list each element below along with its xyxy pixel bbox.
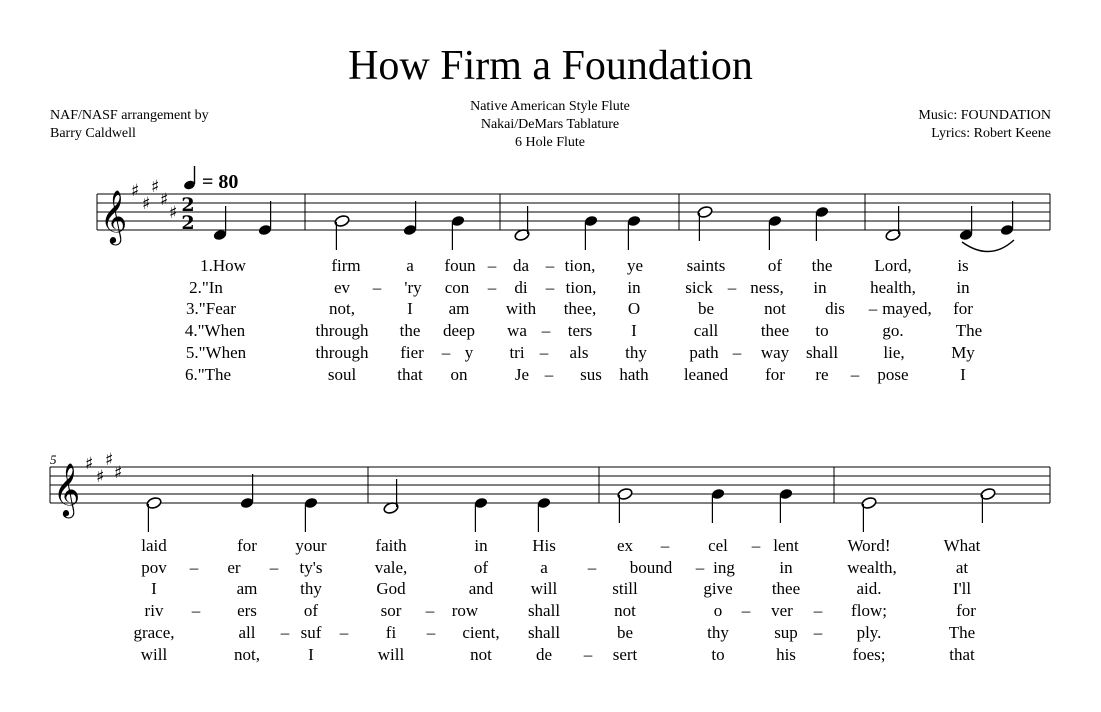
quarter-note (537, 497, 551, 509)
svg-text:♯: ♯ (169, 203, 178, 223)
lyric-syllable: in (474, 536, 488, 555)
lyric-syllable: foun (444, 256, 476, 275)
quarter-note (474, 497, 488, 509)
arranger-line-1: NAF/NASF arrangement by (50, 108, 209, 123)
lyric-syllable: in (627, 277, 641, 297)
lyric-syllable: saints (686, 256, 726, 275)
lyric-syllable: give (703, 579, 733, 599)
lyric-syllable: am (236, 579, 258, 599)
lyric-syllable: tri (509, 342, 525, 362)
lyric-syllable: leaned (683, 364, 729, 384)
key-signature (85, 450, 122, 487)
lyric-syllable: 6."The (184, 364, 232, 384)
lyric-syllable: Word! (847, 536, 891, 555)
lyric-syllable: tion, (564, 256, 596, 275)
svg-text:♯: ♯ (131, 181, 140, 201)
lyric-syllable: ev (333, 277, 351, 297)
lyric-syllable: wa (507, 321, 527, 341)
lyric-syllable: of (303, 601, 319, 621)
lyric-syllable: go. (882, 321, 904, 341)
lyric-hyphen: – (191, 601, 201, 621)
lyric-syllable: sick (685, 277, 713, 297)
lyric-syllable: o (713, 601, 723, 621)
lyric-syllable: My (951, 342, 975, 362)
lyric-syllable: of (473, 557, 489, 577)
lyric-syllable: thy (625, 342, 647, 362)
lyric-syllable: fi (385, 622, 397, 642)
lyric-syllable: tion, (565, 277, 597, 297)
lyric-syllable: ness, (750, 277, 784, 297)
music-credit: Music: FOUNDATION (918, 108, 1051, 123)
lyric-syllable: for (237, 536, 257, 555)
lyric-syllable: for (956, 601, 976, 621)
lyric-syllable: His (532, 536, 556, 555)
lyric-syllable: be (616, 622, 634, 642)
instrument-line-3: 6 Hole Flute (515, 135, 585, 150)
lyrics-credit: Lyrics: Robert Keene (931, 126, 1051, 141)
svg-text:♯: ♯ (114, 463, 123, 483)
lyric-syllable: What (943, 536, 981, 555)
lyric-syllable: to (815, 321, 829, 341)
lyric-syllable: all (238, 622, 256, 642)
lyric-syllable: ye (626, 256, 644, 275)
lyric-syllable: thy (707, 622, 729, 642)
lyric-syllable: thee (771, 579, 801, 599)
lyric-syllable: at (955, 557, 969, 577)
lyric-syllable: firm (331, 256, 361, 275)
lyric-syllable: in (956, 277, 970, 297)
lyric-hyphen: – (751, 536, 761, 555)
svg-text:♯: ♯ (151, 177, 160, 197)
lyric-syllable: 5."When (185, 342, 247, 362)
lyric-syllable: er (227, 557, 241, 577)
lyric-syllable: da (512, 256, 530, 275)
lyric-syllable: thee, (563, 299, 597, 319)
lyric-syllable: hath (619, 364, 649, 384)
svg-text:♯: ♯ (96, 467, 105, 487)
lyric-syllable: not, (329, 299, 355, 319)
quarter-note (779, 488, 793, 500)
lyric-syllable: dis (825, 299, 845, 319)
lyric-syllable: his (776, 644, 796, 664)
lyric-syllable: re (815, 364, 829, 384)
lyric-syllable: laid (141, 536, 167, 555)
lyric-syllable: The (948, 622, 976, 642)
lyric-hyphen: – (425, 601, 435, 621)
svg-text:2: 2 (181, 212, 195, 234)
lyric-syllable: not (470, 644, 492, 664)
lyric-syllable: deep (442, 321, 476, 341)
lyric-syllable: ters (567, 321, 593, 341)
lyric-syllable: I (407, 299, 413, 319)
lyric-syllable: for (765, 364, 785, 384)
lyric-syllable: soul (327, 364, 357, 384)
lyric-syllable: I (631, 321, 637, 341)
lyric-syllable: through (315, 321, 369, 341)
lyric-syllable: ers (237, 601, 257, 621)
lyric-syllable: cient, (462, 622, 500, 642)
svg-text:2: 2 (181, 194, 195, 216)
measure-number: 5 (50, 452, 57, 467)
lyric-syllable: that (949, 644, 975, 664)
lyric-syllable: flow; (851, 601, 887, 621)
lyric-hyphen: – (732, 342, 742, 362)
lyric-syllable: not (614, 601, 636, 621)
lyric-syllable: faith (375, 536, 407, 555)
lyric-syllable: de (535, 644, 553, 664)
lyric-hyphen: – (544, 364, 554, 384)
lyric-hyphen: – (727, 277, 737, 297)
lyric-syllable: als (569, 342, 589, 362)
lyric-hyphen: – (487, 256, 497, 275)
lyric-hyphen: – (426, 622, 436, 642)
tempo-value: = 80 (202, 171, 239, 193)
quarter-note (240, 497, 254, 509)
staff-system-2 (50, 467, 1050, 503)
quarter-note (213, 229, 227, 241)
lyric-syllable: lent (773, 536, 799, 555)
lyric-syllable: grace, (133, 622, 175, 642)
lyric-syllable: wealth, (847, 557, 897, 577)
quarter-note (959, 229, 973, 241)
lyric-syllable: call (693, 321, 719, 341)
lyric-syllable: of (767, 256, 783, 275)
quarter-note (815, 206, 829, 218)
notes-system-1 (213, 201, 1014, 252)
lyric-hyphen: – (545, 256, 555, 275)
quarter-note (451, 215, 465, 227)
lyric-syllable: am (448, 299, 470, 319)
lyric-hyphen: – (868, 299, 878, 319)
lyric-syllable: I (151, 579, 157, 599)
lyric-syllable: ver (771, 601, 793, 621)
svg-text:♯: ♯ (142, 194, 151, 214)
lyric-hyphen: – (583, 644, 593, 664)
lyric-syllable: sert (612, 644, 638, 664)
lyric-syllable: in (813, 277, 827, 297)
lyric-syllable: will (377, 644, 405, 664)
lyric-hyphen: – (741, 601, 751, 621)
lyric-syllable: pose (877, 364, 909, 384)
lyric-hyphen: – (813, 601, 823, 621)
lyric-hyphen: – (539, 342, 549, 362)
lyric-syllable: and (468, 579, 494, 599)
lyric-hyphen: – (541, 321, 551, 341)
lyric-syllable: ty's (299, 557, 323, 577)
svg-text:♯: ♯ (85, 454, 94, 474)
lyric-syllable: y (464, 342, 474, 362)
instrument-line-1: Native American Style Flute (470, 99, 630, 114)
lyric-syllable: ply. (856, 622, 882, 642)
quarter-note (304, 497, 318, 509)
quarter-note (403, 224, 417, 236)
lyric-syllable: a (540, 557, 548, 577)
quarter-note (627, 215, 641, 227)
lyric-syllable: not, (234, 644, 260, 664)
lyric-syllable: the (811, 256, 833, 275)
lyric-hyphen: – (280, 622, 290, 642)
lyric-syllable: fier (400, 342, 424, 362)
lyric-syllable: I (308, 644, 314, 664)
lyric-syllable: I'll (952, 579, 972, 599)
arranger-line-2: Barry Caldwell (50, 126, 136, 141)
lyric-syllable: aid. (856, 579, 882, 599)
lyric-syllable: sus (580, 364, 602, 384)
lyric-syllable: 2."In (189, 277, 223, 297)
lyric-syllable: The (955, 321, 983, 341)
lyric-syllable: on (450, 364, 468, 384)
lyric-syllable: is (957, 256, 969, 275)
instrument-line-2: Nakai/DeMars Tablature (480, 117, 620, 132)
lyric-syllable: sup (774, 622, 798, 642)
svg-text:♯: ♯ (105, 450, 114, 470)
song-title: How Firm a Foundation (348, 43, 753, 89)
lyric-syllable: mayed, (882, 299, 932, 319)
lyric-syllable: shall (527, 622, 561, 642)
lyric-hyphen: – (545, 277, 555, 297)
lyric-hyphen: – (850, 364, 860, 384)
lyric-hyphen: – (339, 622, 349, 642)
quarter-note (258, 224, 272, 236)
lyric-hyphen: – (813, 622, 823, 642)
lyric-syllable: vale, (374, 557, 408, 577)
lyric-syllable: 3."Fear (186, 299, 236, 319)
lyric-syllable: di (514, 277, 528, 297)
quarter-note (584, 215, 598, 227)
lyric-syllable: way (760, 342, 790, 362)
lyric-hyphen: – (695, 557, 705, 577)
quarter-note (711, 488, 725, 500)
lyric-syllable: bound (629, 557, 673, 577)
lyric-syllable: to (711, 644, 725, 664)
lyric-syllable: the (399, 321, 421, 341)
lyric-syllable: suf (300, 622, 322, 642)
lyric-syllable: sor (380, 601, 402, 621)
lyric-syllable: God (376, 579, 406, 599)
lyric-syllable: be (697, 299, 715, 319)
lyric-syllable: for (953, 299, 973, 319)
lyric-syllable: health, (870, 277, 916, 297)
treble-clef-icon: 𝄞 (53, 462, 81, 516)
treble-clef-icon: 𝄞 (100, 189, 128, 243)
lyric-syllable: O (627, 299, 641, 319)
lyric-syllable: ing (713, 557, 735, 577)
lyric-hyphen: – (441, 342, 451, 362)
lyric-syllable: will (140, 644, 168, 664)
lyric-syllable: with (505, 299, 537, 319)
lyric-syllable: I (960, 364, 966, 384)
lyric-hyphen: – (487, 277, 497, 297)
lyric-hyphen: – (372, 277, 382, 297)
lyric-syllable: path (689, 342, 719, 362)
lyric-syllable: still (612, 579, 638, 599)
lyric-hyphen: – (660, 536, 670, 555)
lyric-syllable: through (315, 342, 369, 362)
lyric-syllable: a (406, 256, 414, 275)
lyric-hyphen: – (269, 557, 279, 577)
key-signature (131, 177, 177, 223)
lyric-syllable: that (397, 364, 423, 384)
lyric-syllable: Je (514, 364, 530, 384)
time-signature (181, 194, 194, 234)
lyric-syllable: shall (805, 342, 839, 362)
lyric-syllable: 'ry (404, 277, 422, 297)
lyric-syllable: thee (760, 321, 790, 341)
lyric-syllable: riv (144, 601, 164, 621)
lyric-syllable: 1.How (200, 256, 246, 275)
lyric-syllable: will (530, 579, 558, 599)
lyric-syllable: shall (527, 601, 561, 621)
lyric-syllable: your (295, 536, 327, 555)
lyric-syllable: thy (300, 579, 322, 599)
lyric-syllable: not (764, 299, 786, 319)
lyric-syllable: cel (708, 536, 728, 555)
lyric-syllable: in (779, 557, 793, 577)
svg-text:♯: ♯ (160, 190, 169, 210)
lyric-syllable: ex (616, 536, 634, 555)
lyric-syllable: foes; (852, 644, 886, 664)
quarter-note (1000, 224, 1014, 236)
lyric-syllable: con (444, 277, 470, 297)
lyric-syllable: row (451, 601, 479, 621)
slur (962, 240, 1014, 252)
lyric-syllable: pov (141, 557, 167, 577)
lyric-hyphen: – (189, 557, 199, 577)
quarter-note (768, 215, 782, 227)
lyric-syllable: Lord, (874, 256, 912, 275)
lyric-hyphen: – (587, 557, 597, 577)
lyric-syllable: lie, (883, 342, 905, 362)
staff-system-1 (97, 194, 1050, 230)
lyric-syllable: 4."When (184, 321, 246, 341)
